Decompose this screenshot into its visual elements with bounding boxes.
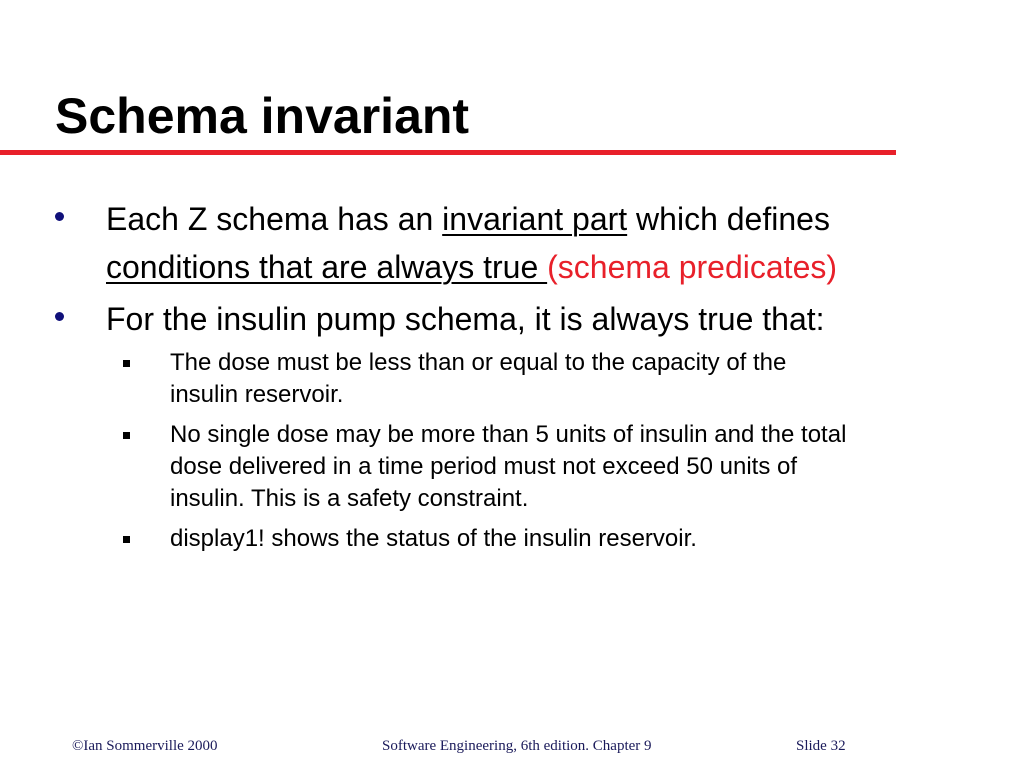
square-bullet-icon — [123, 360, 130, 367]
bullet-dot-icon — [55, 212, 64, 221]
footer-book-title: Software Engineering, 6th edition. Chapter 9 — [382, 738, 652, 754]
sub-bullet-item — [119, 523, 855, 555]
sub-bullet-item — [119, 419, 855, 515]
square-bullet-icon — [123, 432, 130, 439]
sub-bullet-item — [119, 347, 855, 411]
sub-bullet-text: display1! shows the status of the insulin reservoir. — [170, 525, 697, 552]
bullet-text: For the insulin pump schema, it is always true that: — [106, 301, 825, 337]
bullet-text: which defines — [627, 201, 830, 237]
sub-bullet-text: The dose must be less than or equal to the capacity of the insulin reservoir. — [170, 349, 787, 408]
sub-bullet-list — [119, 347, 855, 555]
footer-copyright: ©Ian Sommerville 2000 — [72, 738, 218, 754]
sub-bullet-text: No single dose may be more than 5 units of insulin and the total dose delivered in a time period must not exceed 50 units of insulin. This is a safety constraint. — [170, 421, 847, 512]
square-bullet-icon — [123, 536, 130, 543]
slide-title: Schema invariant — [55, 88, 470, 144]
bullet-text: Each Z schema has an — [106, 201, 443, 237]
footer-slide-number: Slide 32 — [796, 738, 846, 754]
bullet-item — [55, 295, 855, 343]
bullet-dot-icon — [55, 312, 64, 321]
slide-content — [55, 195, 855, 563]
underlined-term: invariant part — [442, 201, 628, 237]
underlined-term: conditions that are always true — [106, 249, 548, 285]
title-divider — [0, 150, 896, 155]
highlighted-note: (schema predicates) — [547, 249, 838, 285]
bullet-item — [55, 195, 855, 291]
